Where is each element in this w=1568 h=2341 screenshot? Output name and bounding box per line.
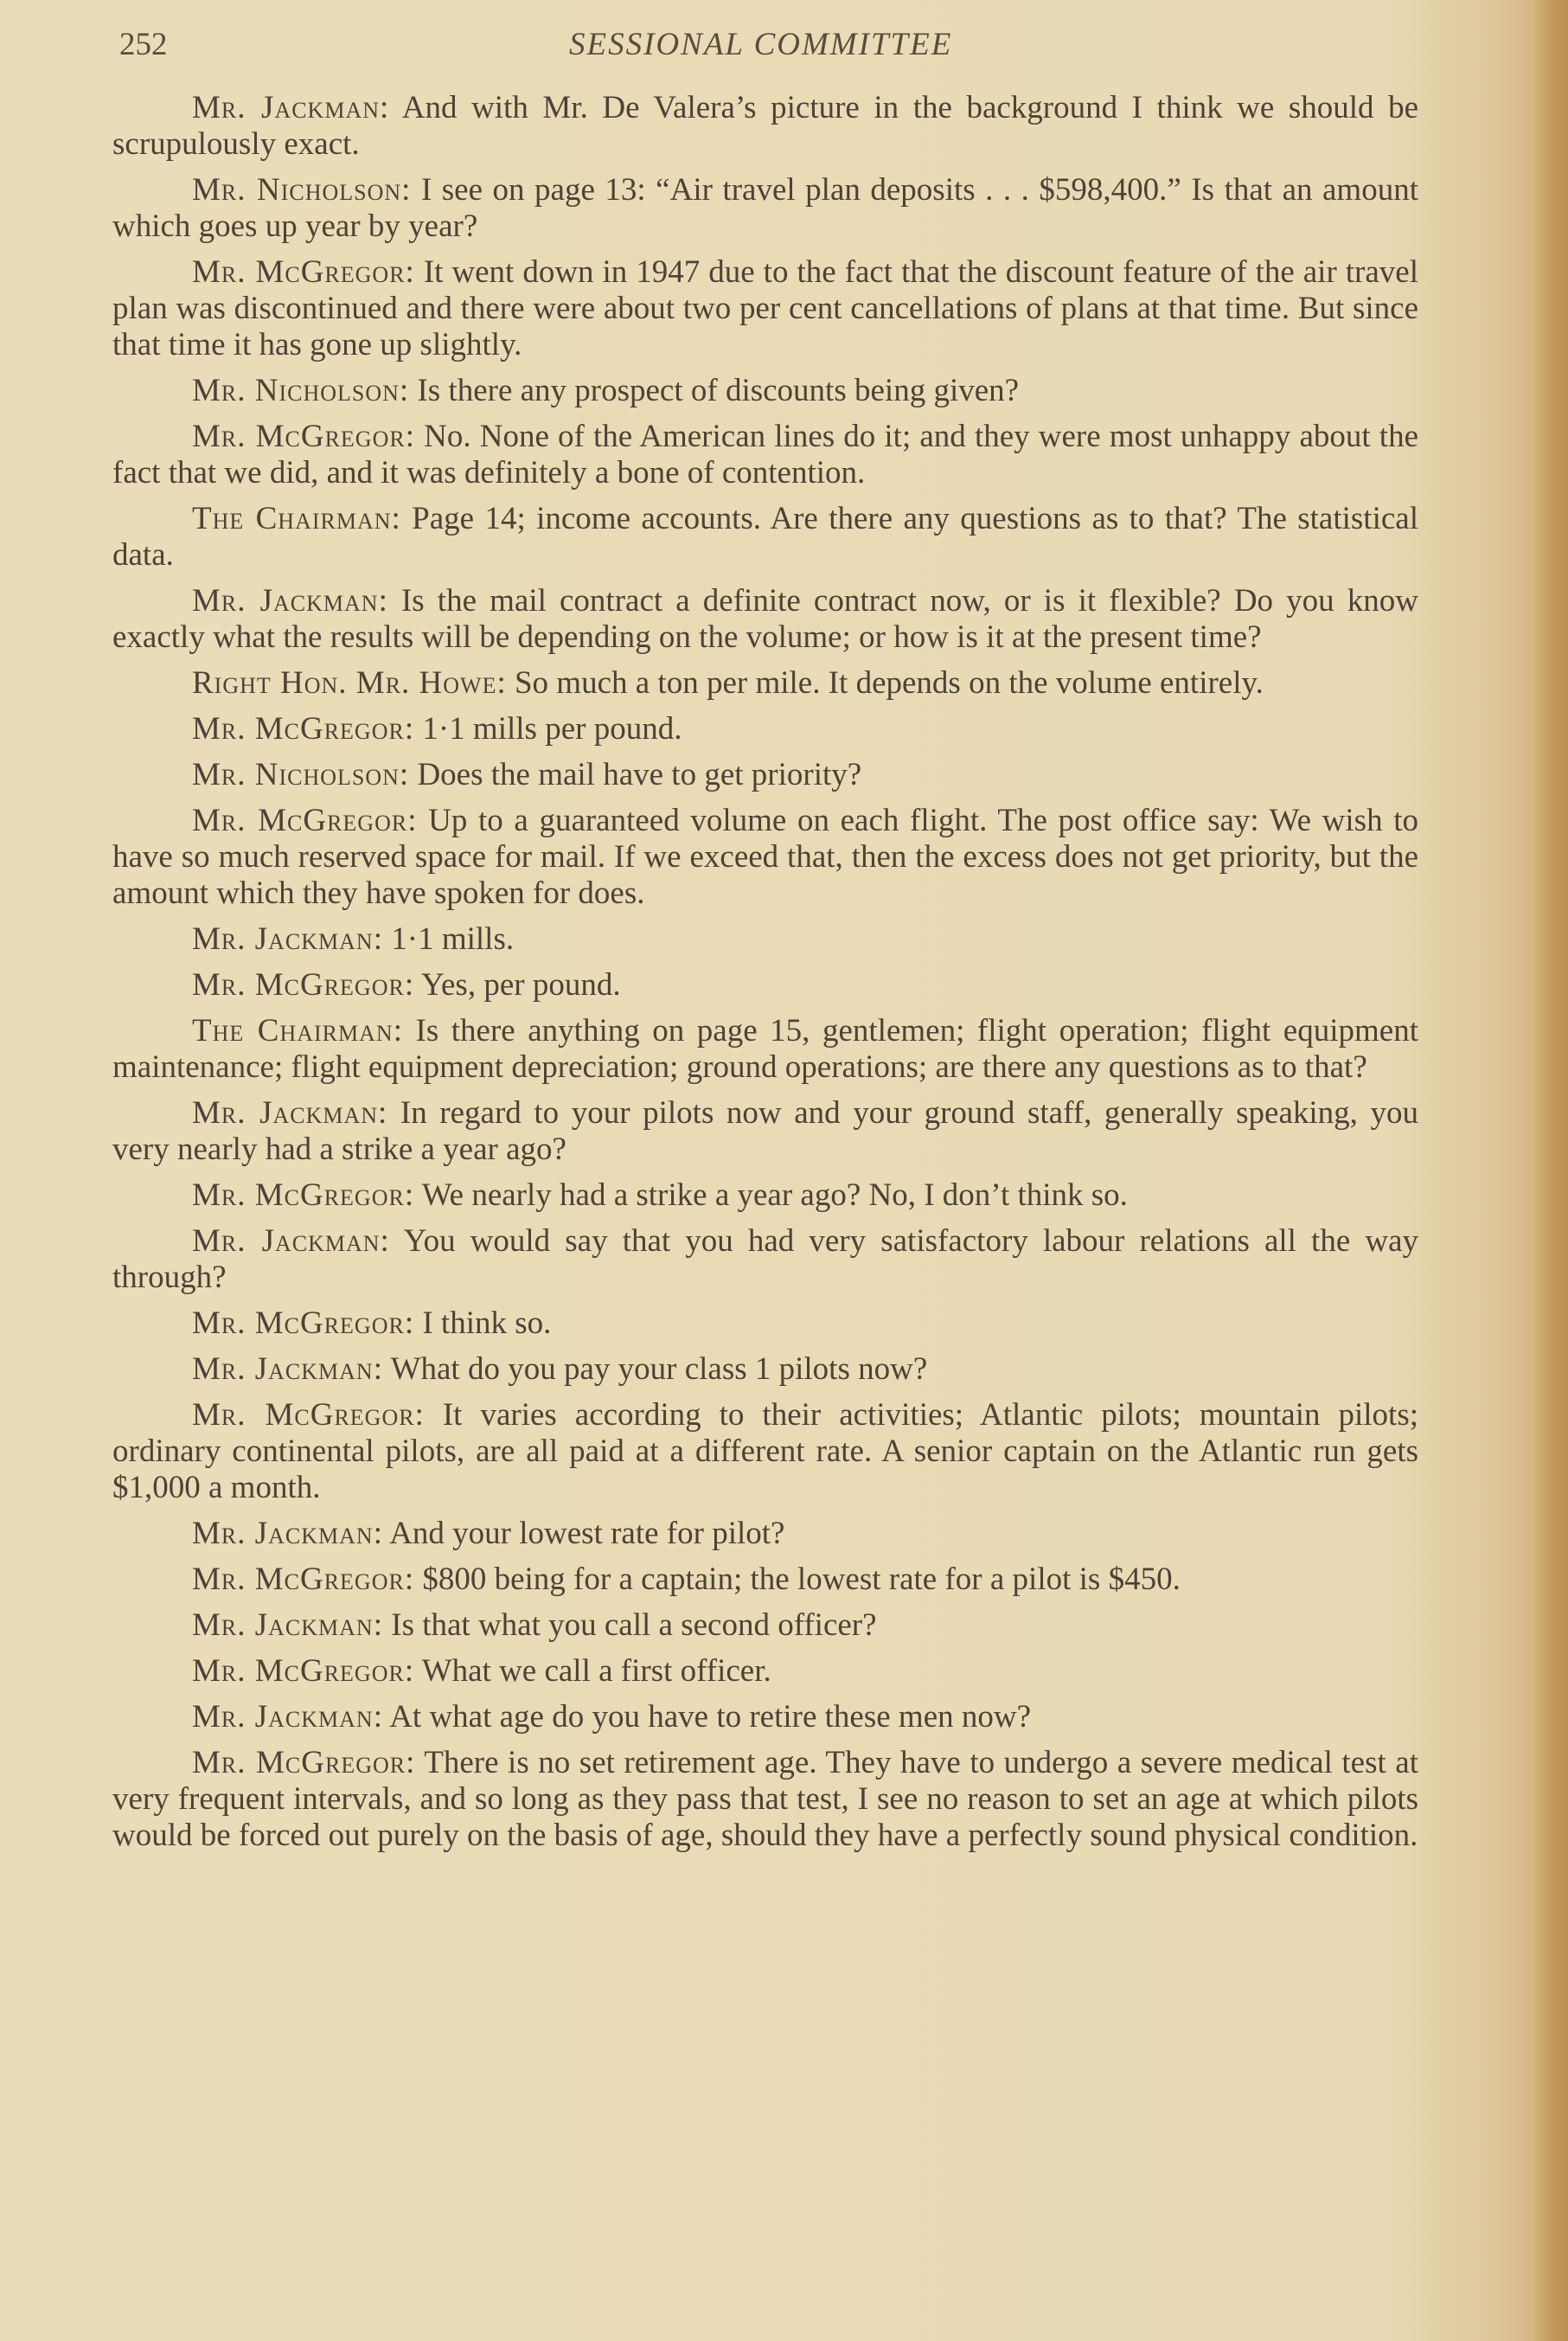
paragraph-text: Is that what you call a second officer? [383,1607,877,1643]
transcript-paragraph [112,1305,1418,1342]
paragraph-text: Is the mail contract a definite contract now, or is it flexible? Do you know exactly what the results will be depending on the volume; or how is it at the present time? [112,583,1418,655]
transcript-paragraph [112,803,1418,912]
page-header [119,21,1417,73]
transcript-paragraph [112,501,1418,574]
speaker-name: Mr. Jackman: [192,583,388,619]
speaker-name: Mr. McGregor: [192,1305,415,1341]
paragraph-text: It went down in 1947 due to the fact that the discount feature of the air travel plan was discontinued and there were about two per cent cancellations of plans at that time. But since that time it has gone up slightly. [112,254,1418,362]
speaker-name: Mr. Jackman: [192,921,383,957]
paragraph-text: There is no set retirement age. They have to undergo a severe medical test at very frequent intervals, and so long as they pass that test, I see no reason to set an age at which pilots would be forced out purely on the basis of age, should they have a perfectly sound physical condition. [112,1745,1419,1853]
paragraph-text: We nearly had a strike a year ago? No, I don’t think so. [414,1177,1128,1213]
speaker-name: Mr. McGregor: [192,254,415,290]
transcript-paragraph [112,1351,1418,1388]
speaker-name: The Chairman: [192,1013,403,1049]
paragraph-text: Yes, per pound. [414,967,621,1003]
speaker-name: Mr. McGregor: [192,419,415,454]
speaker-name: Mr. Nicholson: [192,757,410,792]
speaker-name: Mr. Jackman: [192,1095,388,1131]
speaker-name: Mr. Jackman: [192,1223,390,1259]
speaker-name: Mr. Nicholson: [192,373,410,408]
page-edge [1530,0,1568,2341]
transcript-paragraph [112,665,1418,702]
paragraph-text: 1·1 mills per pound. [414,711,682,747]
speaker-name: Mr. Jackman: [192,1516,383,1551]
speaker-name: Mr. McGregor: [192,1745,416,1780]
paragraph-text: Is there any prospect of discounts being given? [409,373,1020,408]
transcript-paragraph [112,254,1418,363]
paragraph-text: No. None of the American lines do it; and they were most unhappy about the fact that we did, and it was definitely a bone of contention. [112,419,1418,491]
transcript-paragraph [112,1397,1418,1506]
transcript-paragraph [112,1516,1418,1552]
speaker-name: Mr. McGregor: [192,803,418,838]
transcript-paragraph [112,1607,1418,1644]
transcript-paragraph [112,373,1418,409]
paragraph-text: I think so. [414,1305,552,1341]
transcript-paragraph [112,1013,1418,1086]
transcript-paragraph [112,757,1418,793]
paragraph-text: Is there anything on page 15, gentlemen; flight operation; flight equipment maintenance; flight equipment depreciation; ground operations; are there any questions as to that? [112,1013,1418,1085]
speaker-name: Right Hon. Mr. Howe: [192,665,507,701]
paragraph-text: What we call a first officer. [414,1653,771,1689]
paragraph-text: Page 14; income accounts. Are there any questions as to that? The statistical data. [112,501,1418,573]
speaker-name: Mr. Nicholson: [192,172,412,208]
transcript-paragraph [112,1095,1418,1168]
speaker-name: Mr. Jackman: [192,1607,383,1643]
speaker-name: Mr. McGregor: [192,967,415,1003]
transcript-paragraph [112,90,1418,163]
transcript-paragraph [112,1653,1418,1690]
speaker-name: Mr. Jackman: [192,1351,383,1387]
paragraph-text: And your lowest rate for pilot? [383,1516,785,1551]
paragraph-text: Does the mail have to get priority? [409,757,862,792]
paragraph-text: What do you pay your class 1 pilots now? [383,1351,928,1387]
paragraph-text: And with Mr. De Valera’s picture in the background I think we should be scrupulously exact. [112,90,1418,162]
speaker-name: Mr. McGregor: [192,711,415,747]
running-head: SESSIONAL COMMITTEE [569,27,953,62]
transcript-paragraph [112,1745,1418,1854]
transcript-paragraph [112,583,1418,656]
speaker-name: Mr. McGregor: [192,1177,415,1213]
speaker-name: Mr. McGregor: [192,1562,415,1597]
speaker-name: Mr. McGregor: [192,1397,425,1433]
transcript-body [112,90,1418,1863]
paragraph-text: Up to a guaranteed volume on each flight. The post office say: We wish to have so much reserved space for mail. If we exceed that, then the excess does not get priority, but the amount which they have spoken for does. [112,803,1418,911]
transcript-paragraph [112,172,1418,245]
transcript-paragraph [112,921,1418,958]
speaker-name: Mr. Jackman: [192,90,390,125]
transcript-paragraph [112,711,1418,747]
speaker-name: Mr. Jackman: [192,1699,383,1735]
transcript-paragraph [112,1223,1418,1296]
transcript-paragraph [112,967,1418,1004]
paragraph-text: I see on page 13: “Air travel plan deposits . . . $598,400.” Is that an amount which goes up year by year? [112,172,1418,244]
paragraph-text: In regard to your pilots now and your ground staff, generally speaking, you very nearly had a strike a year ago? [112,1095,1418,1167]
speaker-name: The Chairman: [192,501,401,536]
speaker-name: Mr. McGregor: [192,1653,415,1689]
paragraph-text: You would say that you had very satisfactory labour relations all the way through? [112,1223,1418,1295]
transcript-paragraph [112,1699,1418,1735]
transcript-paragraph [112,419,1418,491]
page-number: 252 [119,27,168,62]
paragraph-text: 1·1 mills. [383,921,515,957]
transcript-paragraph [112,1177,1418,1214]
paragraph-text: So much a ton per mile. It depends on the volume entirely. [506,665,1264,701]
transcript-paragraph [112,1562,1418,1598]
paragraph-text: At what age do you have to retire these men now? [383,1699,1032,1735]
paragraph-text: It varies according to their activities; Atlantic pilots; mountain pilots; ordinary continental pilots, are all paid at a different rate. A senior captain on the Atlantic run gets $1,000 a month. [112,1397,1418,1505]
paragraph-text: $800 being for a captain; the lowest rate for a pilot is $450. [414,1562,1181,1597]
